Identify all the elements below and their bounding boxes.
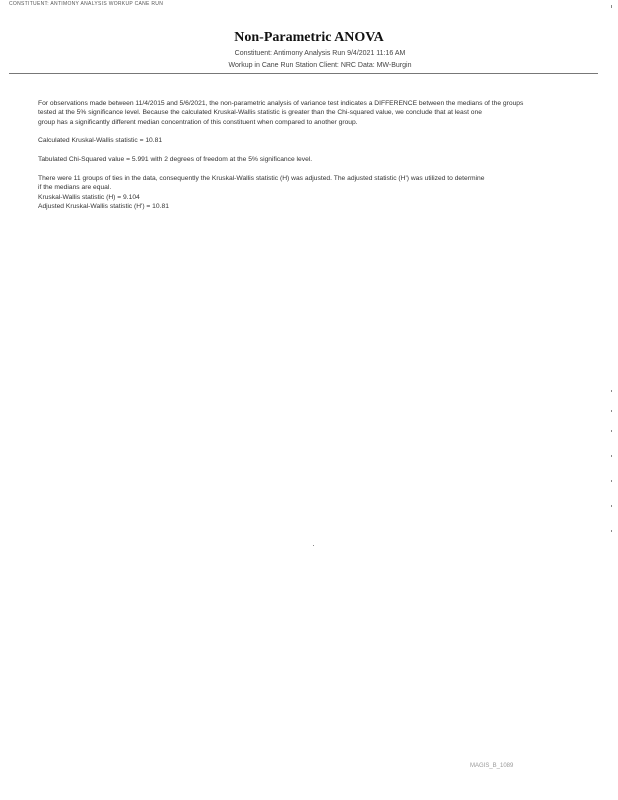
calculated-statistic: Calculated Kruskal-Wallis statistic = 10.81	[38, 137, 163, 144]
ties-paragraph	[38, 174, 484, 212]
scan-speck	[611, 410, 612, 412]
ties-line: if the medians are equal.	[38, 184, 112, 192]
tabulated-value: Tabulated Chi-Squared value = 5.991 with 2 degrees of freedom at the 5% significance level.	[38, 156, 313, 163]
subtitle-line-1: Constituent: Antimony Analysis Run 9/4/2021 11:16 AM	[234, 50, 406, 57]
scan-speck	[611, 390, 612, 392]
intro-line: For observations made between 11/4/2015 and 5/6/2021, the non-parametric analysis of variance test indicates a DIFFERENCE between the medians of the groups	[38, 100, 524, 107]
scan-speck	[611, 455, 612, 457]
ties-line: Adjusted Kruskal-Wallis statistic (H') = 10.81	[38, 203, 169, 211]
intro-paragraph	[38, 99, 523, 127]
page-title: Non-Parametric ANOVA	[234, 30, 384, 45]
header-divider	[9, 73, 598, 74]
scan-speck	[611, 505, 612, 507]
intro-line: tested at the 5% significance level. Because the calculated Kruskal-Wallis statistic is greater than the Chi-squared value, we conclude that at least one	[38, 109, 482, 117]
header-strip: CONSTITUENT: ANTIMONY ANALYSIS WORKUP CANE RUN	[9, 1, 164, 7]
ties-line: Kruskal-Wallis statistic (H) = 9.104	[38, 193, 140, 201]
scan-speck	[611, 5, 612, 8]
scan-speck	[611, 530, 612, 532]
intro-line: group has a significantly different median concentration of this constituent when compared to another group.	[38, 118, 358, 126]
scan-speck	[611, 480, 612, 482]
scan-speck	[611, 430, 612, 432]
ties-line: There were 11 groups of ties in the data, consequently the Kruskal-Wallis statistic (H) was adjusted. The adjusted statistic (H') was utilized to determine	[38, 175, 485, 182]
document-code: MAGIS_B_1089	[470, 763, 514, 769]
scan-speck	[313, 545, 314, 546]
subtitle-line-2: Workup in Cane Run Station Client: NRC Data: MW-Burgin	[228, 62, 412, 69]
